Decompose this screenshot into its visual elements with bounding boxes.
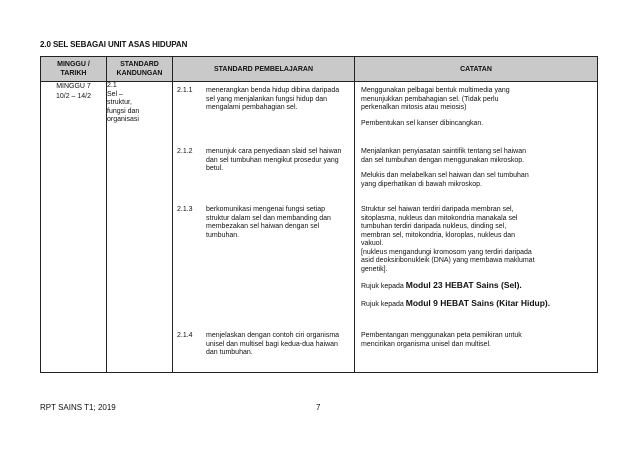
catatan-note: Pembentukan sel kanser dibincangkan. — [361, 119, 484, 127]
header-standard-kandungan: STANDARD KANDUNGAN — [107, 57, 173, 82]
section-title: 2.0 SEL SEBAGAI UNIT ASAS HIDUPAN — [40, 40, 188, 49]
catatan-group-4 — [361, 332, 587, 356]
catatan-group-2 — [361, 148, 587, 196]
catatan-note: Struktur sel haiwan terdiri daripada membran sel, sitoplasma, nukleus dan mitokondria manakala sel tumbuhan terdiri daripada nukleus, dinding sel, membran sel, mitokondria, kloroplas, nukleus dan vakuol. [nukleus mengandungi kromosom yang terdiri daripada asid deoksiribonukleik (DNA) yang membawa maklumat genetik]. — [361, 206, 535, 273]
header-catatan: CATATAN — [355, 57, 598, 82]
page-number: 7 — [316, 403, 321, 412]
minggu-cell: MINGGU 7 10/2 – 14/2 — [41, 82, 107, 373]
footer-label: RPT SAINS T1; 2019 — [40, 403, 116, 412]
catatan-group-3 — [361, 206, 587, 316]
catatan-group-1 — [361, 87, 587, 135]
header-standard-pembelajaran: STANDARD PEMBELAJARAN — [173, 57, 355, 82]
header-minggu: MINGGU / TARIKH — [41, 57, 107, 82]
catatan-cell — [355, 82, 598, 373]
table-header-row — [41, 57, 598, 82]
rujuk-modul-9: Rujuk kepada Modul 9 HEBAT Sains (Kitar Hidup). — [361, 297, 551, 308]
standard-pembelajaran-cell: 2.1.1 menerangkan benda hidup dibina daripada sel yang menjalankan fungsi hidup dan mengalami pembahagian sel. 2.1.2 menunjuk cara penyediaan slaid sel haiwan dan sel tumbuhan mengikut prosedur yang betul. 2.1.3 berkomunikasi mengenai fungsi setiap struktur dalam sel dan membanding dan membezakan sel haiwan dengan sel tumbuhan. 2.1.4 menjelaskan dengan contoh ciri organisma unisel dan multisel bagi kedua-dua haiwan dan tumbuhan. — [173, 82, 355, 373]
catatan-note: Menggunakan pelbagai bentuk multimedia yang menunjukkan pembahagian sel. (Tidak perlu perkenalkan mitosis atau meiosis) — [361, 87, 510, 111]
rujuk-modul-23: Rujuk kepada Modul 23 HEBAT Sains (Sel). — [361, 280, 522, 290]
catatan-note: Melukis dan melabelkan sel haiwan dan sel tumbuhan yang diperhatikan di bawah mikroskop. — [361, 172, 529, 188]
standard-kandungan-cell: 2.1 Sel – struktur, fungsi dan organisasi — [107, 82, 173, 373]
rpt-table — [40, 56, 598, 373]
catatan-note: Menjalankan penyiasatan saintifik tentang sel haiwan dan sel tumbuhan dengan menggunakan mikroskop. — [361, 148, 526, 164]
catatan-note: Pembentangan menggunakan peta pemikiran untuk mencirikan organisma unisel dan multisel. — [361, 332, 522, 348]
table-row — [41, 82, 598, 373]
